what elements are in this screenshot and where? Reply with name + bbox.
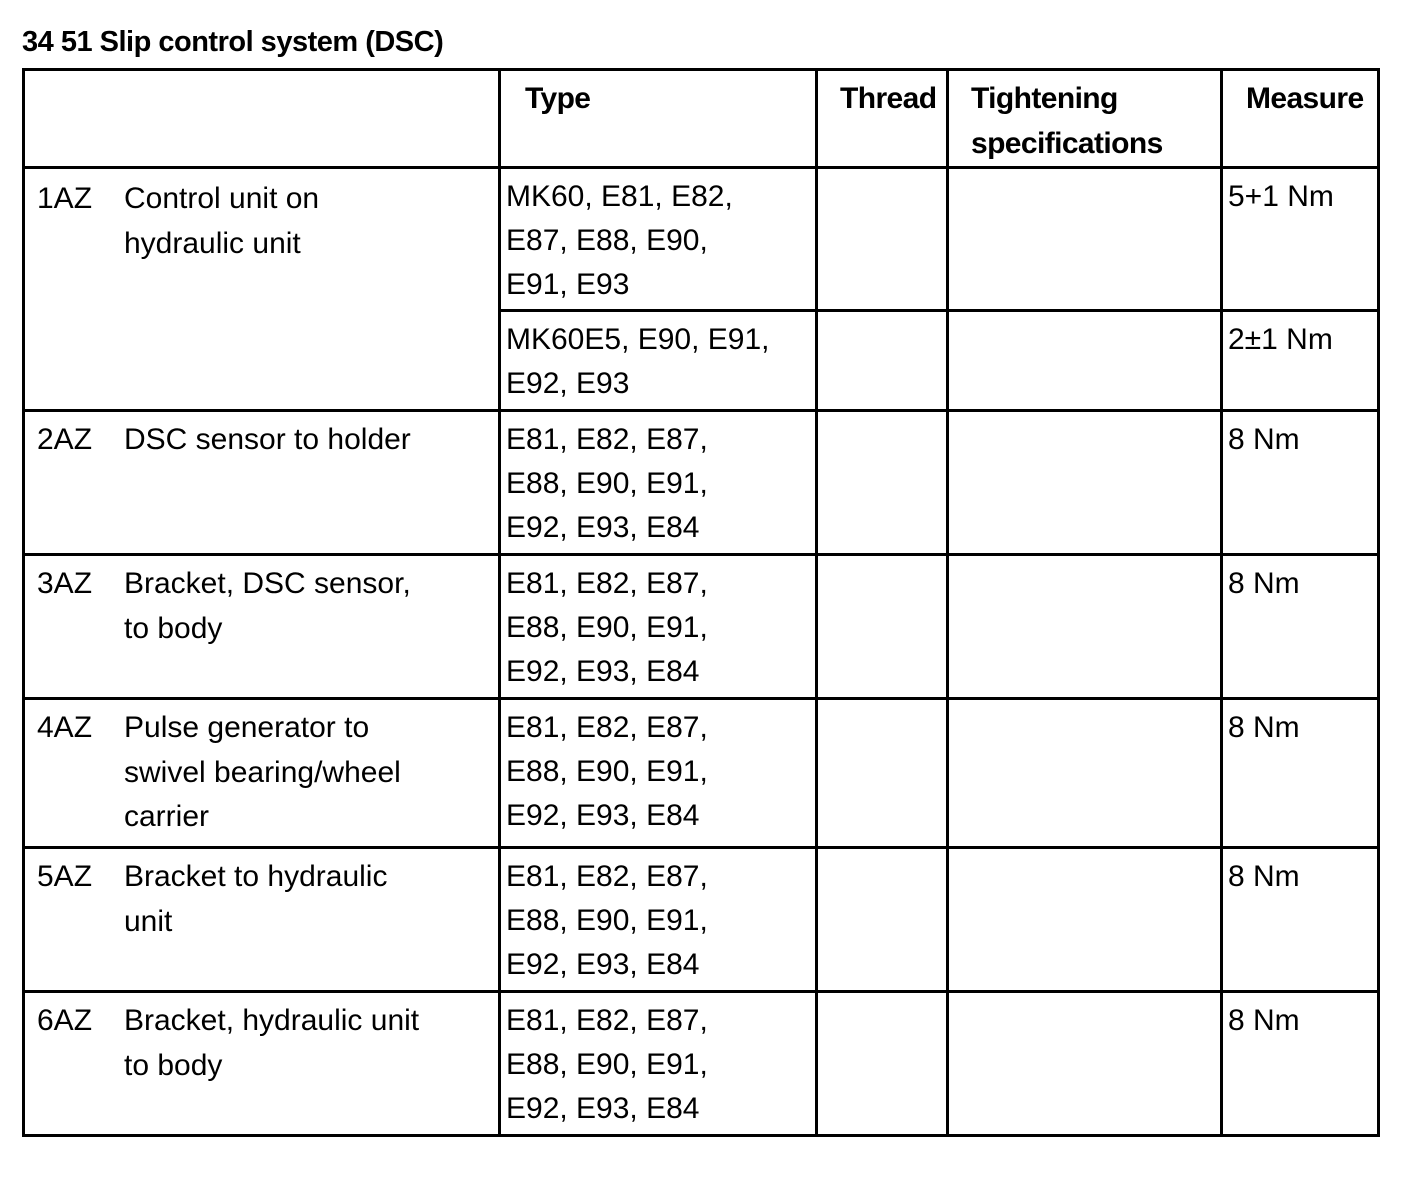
header-component xyxy=(24,70,500,168)
type-cell: E81, E82, E87, E88, E90, E91, E92, E93, E84 xyxy=(500,992,817,1136)
type-cell: E81, E82, E87, E88, E90, E91, E92, E93, E84 xyxy=(500,699,817,848)
thread-cell xyxy=(817,699,948,848)
header-tightening xyxy=(948,70,1222,168)
component-cell xyxy=(24,992,500,1136)
component-id: 6AZ xyxy=(37,1004,93,1037)
component-id: 2AZ xyxy=(37,423,93,456)
measure-cell: 5+1 Nm xyxy=(1222,168,1379,311)
section-title: 34 51 Slip control system (DSC) xyxy=(22,26,444,58)
type-cell: MK60E5, E90, E91, E92, E93 xyxy=(500,311,817,411)
table-row xyxy=(24,555,1379,699)
measure-cell: 8 Nm xyxy=(1222,699,1379,848)
torque-spec-table xyxy=(22,68,1380,1137)
component-description: Bracket, hydraulic unit to body xyxy=(124,1004,420,1082)
component-cell xyxy=(24,168,500,411)
thread-cell xyxy=(817,555,948,699)
table-row xyxy=(24,848,1379,992)
header-tightening-line1: Tightening xyxy=(971,82,1118,115)
measure-cell: 8 Nm xyxy=(1222,411,1379,555)
component-cell xyxy=(24,699,500,848)
component-description: Bracket, DSC sensor, to body xyxy=(124,567,411,645)
component-id: 5AZ xyxy=(37,860,93,893)
type-cell: E81, E82, E87, E88, E90, E91, E92, E93, E84 xyxy=(500,555,817,699)
tightening-cell xyxy=(948,555,1222,699)
thread-cell xyxy=(817,848,948,992)
header-tightening-line2: specifications xyxy=(971,126,1163,160)
tightening-cell xyxy=(948,311,1222,411)
component-cell xyxy=(24,555,500,699)
header-type: Type xyxy=(500,70,817,168)
measure-cell: 8 Nm xyxy=(1222,555,1379,699)
thread-cell xyxy=(817,168,948,311)
measure-cell: 2±1 Nm xyxy=(1222,311,1379,411)
table-row xyxy=(24,992,1379,1136)
component-id: 3AZ xyxy=(37,567,93,600)
component-description: Control unit on hydraulic unit xyxy=(124,182,320,260)
table-row xyxy=(24,411,1379,555)
component-description: DSC sensor to holder xyxy=(124,423,411,456)
component-cell xyxy=(24,848,500,992)
thread-cell xyxy=(817,992,948,1136)
thread-cell xyxy=(817,311,948,411)
measure-cell: 8 Nm xyxy=(1222,848,1379,992)
header-row xyxy=(24,70,1379,168)
table-row xyxy=(24,168,1379,311)
tightening-cell xyxy=(948,992,1222,1136)
table-body xyxy=(24,168,1379,1136)
tightening-cell xyxy=(948,699,1222,848)
header-thread: Thread xyxy=(817,70,948,168)
thread-cell xyxy=(817,411,948,555)
component-description: Pulse generator to swivel bearing/wheel carrier xyxy=(124,711,401,833)
tightening-cell xyxy=(948,168,1222,311)
measure-cell: 8 Nm xyxy=(1222,992,1379,1136)
type-cell: E81, E82, E87, E88, E90, E91, E92, E93, E84 xyxy=(500,411,817,555)
table-row xyxy=(24,699,1379,848)
type-cell: E81, E82, E87, E88, E90, E91, E92, E93, E84 xyxy=(500,848,817,992)
tightening-cell xyxy=(948,411,1222,555)
tightening-cell xyxy=(948,848,1222,992)
header-measure: Measure xyxy=(1222,70,1379,168)
component-cell xyxy=(24,411,500,555)
component-id: 4AZ xyxy=(37,711,93,744)
component-description: Bracket to hydraulic unit xyxy=(124,860,388,938)
type-cell: MK60, E81, E82, E87, E88, E90, E91, E93 xyxy=(500,168,817,311)
component-id: 1AZ xyxy=(37,182,93,215)
